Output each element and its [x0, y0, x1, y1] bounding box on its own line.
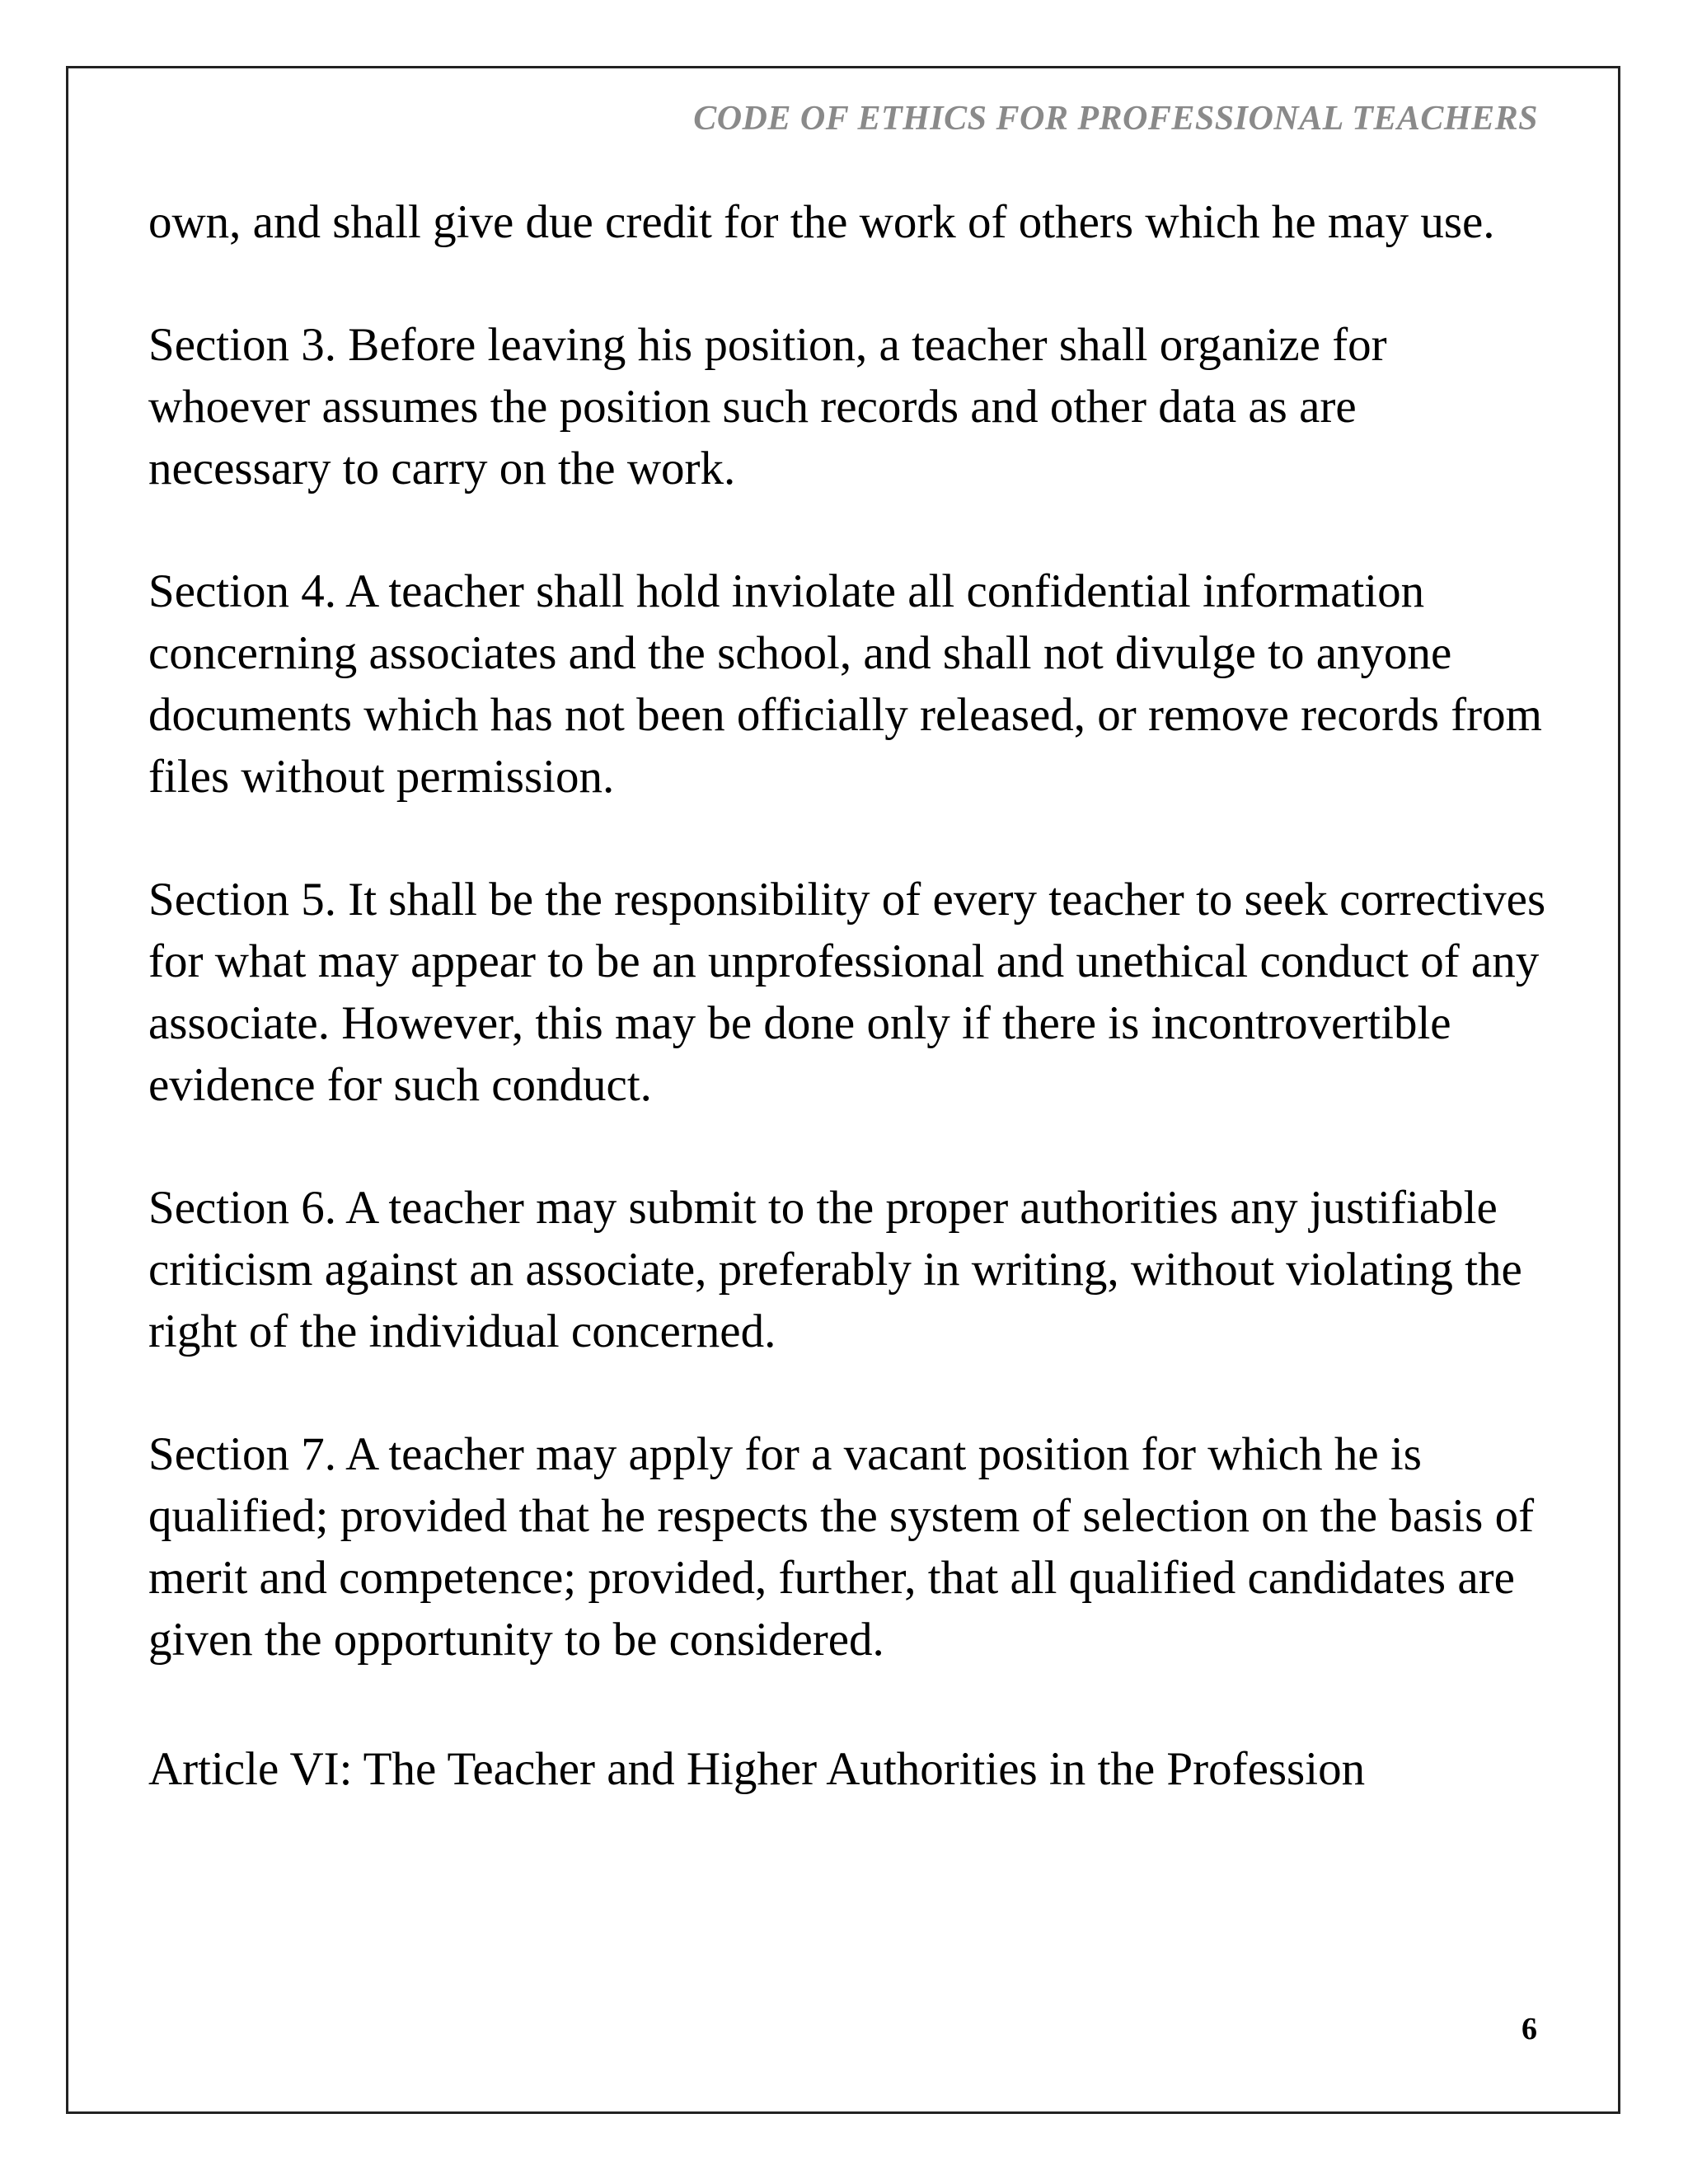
document-body	[148, 191, 1550, 1800]
section-7-paragraph: Section 7. A teacher may apply for a vacant position for which he is qualified; provided that he respects the system of selection on the basis of merit and competence; provided, further, that all qualified candidates are given the opportunity to be considered.	[148, 1428, 1535, 1666]
page-number: 6	[1522, 2012, 1537, 2046]
section-3-paragraph: Section 3. Before leaving his position, a teacher shall organize for whoever assumes the position such records and other data as are necessary to carry on the work.	[148, 319, 1387, 494]
running-header: CODE OF ETHICS FOR PROFESSIONAL TEACHERS	[693, 100, 1538, 138]
article-vi-heading: Article VI: The Teacher and Higher Authorities in the Profession	[148, 1743, 1366, 1795]
section-6-paragraph: Section 6. A teacher may submit to the proper authorities any justifiable criticism against an associate, preferably in writing, without violating the right of the individual concerned.	[148, 1182, 1522, 1357]
section-4-paragraph: Section 4. A teacher shall hold inviolate all confidential information concerning associates and the school, and shall not divulge to anyone documents which has not been officially released, or remove records from files without permission.	[148, 565, 1542, 803]
paragraph-continuation: own, and shall give due credit for the work of others which he may use.	[148, 196, 1495, 248]
section-5-paragraph: Section 5. It shall be the responsibility of every teacher to seek correctives for what may appear to be an unprofessional and unethical conduct of any associate. However, this may be done only if there is incontrovertible evidence for such conduct.	[148, 874, 1546, 1111]
